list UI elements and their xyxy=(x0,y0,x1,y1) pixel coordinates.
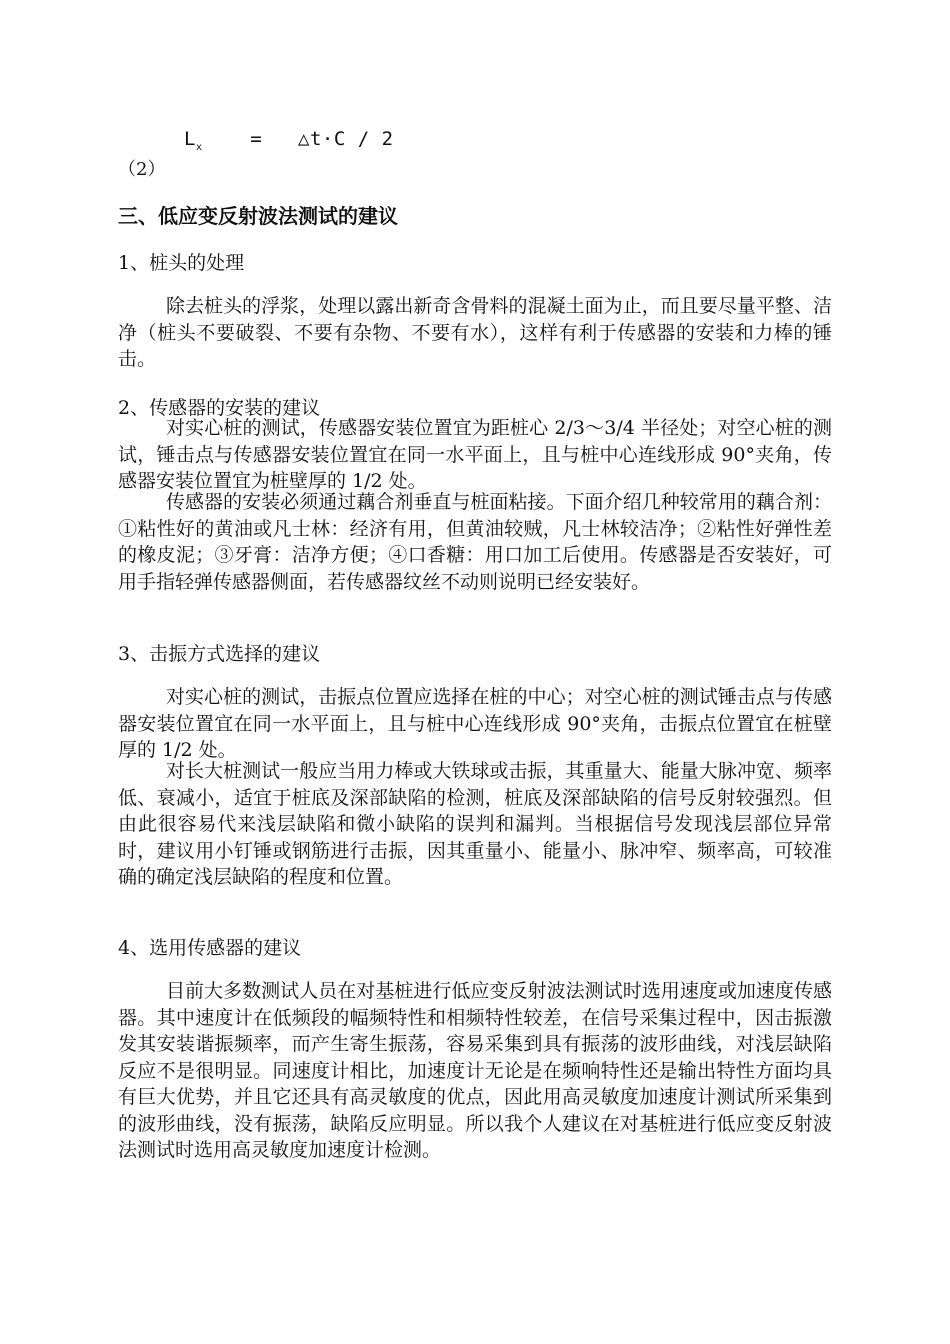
heading-sensor-choice: 4、选用传感器的建议 xyxy=(118,937,302,959)
paragraph-pile-head: 除去桩头的浮浆，处理以露出新奇含骨料的混凝土面为止，而且要尽量平整、洁净（桩头不要破裂、不要有杂物、不要有水），这样有利于传感器的安装和力棒的锤击。 xyxy=(118,295,832,370)
heading-sensor-install: 2、传感器的安装的建议 xyxy=(118,397,321,419)
heading-pile-head: 1、桩头的处理 xyxy=(118,252,245,274)
paragraph-sensor-position: 对实心桩的测试，传感器安装位置宜为距桩心 2/3～3/4 半径处；对空心桩的测试，锤击点与传感器安装位置宜在同一水平面上，且与桩中心连线形成 90°夹角，传感器安装位置宜为桩壁厚的 1/2 处。 xyxy=(118,417,832,492)
paragraph-coupling-agent: 传感器的安装必须通过藕合剂垂直与桩面粘接。下面介绍几种较常用的藕合剂：①粘性好的黄油或凡士林：经济有用，但黄油较贼，凡士林较洁净；②粘性好弹性差的橡皮泥；③牙膏：洁净方便；④口香糖：用口加工后使用。传感器是否安装好，可用手指轻弹传感器侧面，若传感器纹丝不动则说明已经安装好。 xyxy=(118,491,832,593)
formula-lhs-subscript: x xyxy=(195,141,203,153)
formula-lx xyxy=(184,128,394,153)
paragraph-hammer-choice: 对长大桩测试一般应当用力棒或大铁球或击振，其重量大、能量大脉冲宽、频率低、衰减小，适宜于桩底及深部缺陷的检测，桩底及深部缺陷的信号反射较强烈。但由此很容易代来浅层缺陷和微小缺陷的误判和漏判。当根据信号发现浅层部位异常时，建议用小钉锤或钢筋进行击振，因其重量小、能量小、脉冲窄、频率高，可较准确的确定浅层缺陷的程度和位置。 xyxy=(118,760,832,888)
formula-lhs: L xyxy=(184,128,196,150)
paragraph-sensor-choice: 目前大多数测试人员在对基桩进行低应变反射波法测试时选用速度或加速度传感器。其中速度计在低频段的幅频特性和相频特性较差，在信号采集过程中，因击振激发其安装谐振频率，而产生寄生振荡，容易采集到具有振荡的波形曲线，对浅层缺陷反应不是很明显。同速度计相比，加速度计无论是在频响特性还是输出特性方面均具有巨大优势，并且它还具有高灵敏度的优点，因此用高灵敏度加速度计测试所采集到的波形曲线，没有振荡，缺陷反应明显。所以我个人建议在对基桩进行低应变反射波法测试时选用高灵敏度加速度计检测。 xyxy=(118,980,832,1161)
section-title: 三、低应变反射波法测试的建议 xyxy=(118,204,398,228)
heading-excitation: 3、击振方式选择的建议 xyxy=(118,643,321,665)
equation-number: （2） xyxy=(118,159,166,180)
paragraph-excitation-point: 对实心桩的测试，击振点位置应选择在桩的中心；对空心桩的测试锤击点与传感器安装位置宜在同一水平面上，且与桩中心连线形成 90°夹角，击振点位置宜在桩壁厚的 1/2 处。 xyxy=(118,686,832,761)
formula-rhs: △t·C / 2 xyxy=(298,128,394,150)
formula-equals: = xyxy=(250,128,263,150)
